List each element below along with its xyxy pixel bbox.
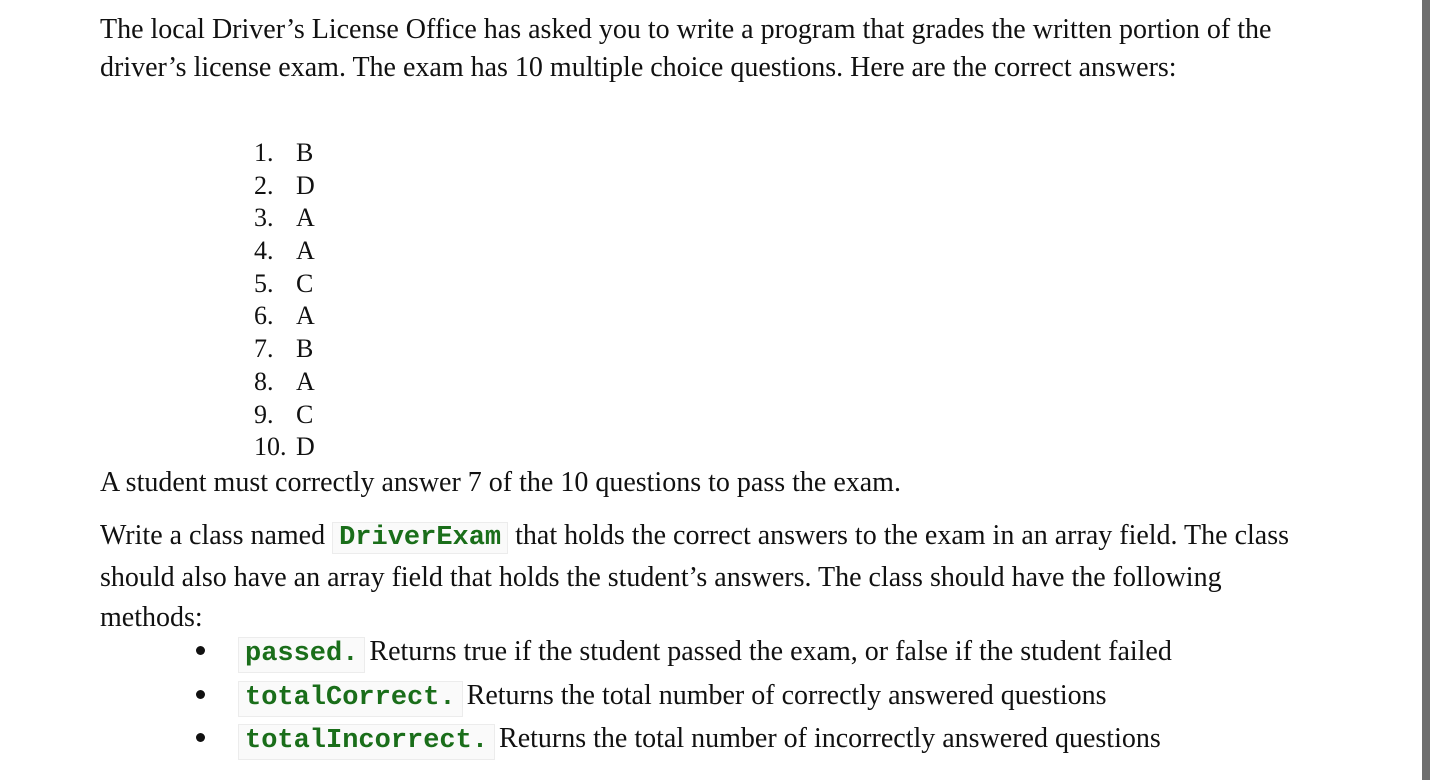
answer-number: 3. <box>254 203 274 233</box>
method-description: Returns true if the student passed the exam, or false if the student failed <box>369 636 1172 667</box>
answer-letter: D <box>296 432 315 462</box>
answer-letter: D <box>296 170 315 200</box>
method-name-code: totalCorrect. <box>238 681 463 717</box>
answer-number: 4. <box>254 236 274 266</box>
method-description: Returns the total number of correctly answered questions <box>466 680 1107 711</box>
answer-letter: B <box>296 334 314 364</box>
bullet-icon <box>196 646 205 655</box>
answer-item <box>254 170 315 203</box>
answer-number: 5. <box>254 268 274 298</box>
answer-item <box>254 268 315 301</box>
answer-letter: A <box>296 301 315 331</box>
answer-letter: B <box>296 138 314 167</box>
answer-letter: A <box>296 366 315 396</box>
method-name-code: totalIncorrect. <box>238 724 495 760</box>
answer-number: 9. <box>254 399 274 429</box>
answer-letter: A <box>296 236 315 266</box>
answer-number: 8. <box>254 366 274 396</box>
class-description-paragraph <box>100 516 1330 638</box>
method-description: Returns the total number of incorrectly answered questions <box>499 723 1161 754</box>
answer-item <box>254 202 315 235</box>
answer-number: 2. <box>254 170 274 200</box>
bullet-icon <box>196 690 205 699</box>
answer-item <box>254 235 315 268</box>
answer-item <box>254 366 315 399</box>
answer-number: 10. <box>254 432 287 462</box>
answer-number: 6. <box>254 301 274 331</box>
answer-letter: C <box>296 399 314 429</box>
intro-paragraph: The local Driver’s License Office has asked you to write a program that grades the written portion of the driver’s license exam. The exam has 10 multiple choice questions. Here are the correct answers: <box>100 14 1272 83</box>
method-name-code: passed. <box>238 637 365 673</box>
answer-letter: A <box>296 203 315 233</box>
answer-number: 7. <box>254 334 274 364</box>
answer-key-list <box>254 137 315 464</box>
answer-item <box>254 137 315 170</box>
answer-item <box>254 300 315 333</box>
class-name-code: DriverExam <box>332 522 508 554</box>
class-text-before: Write a class named <box>100 520 326 551</box>
scrollbar[interactable] <box>1422 0 1430 780</box>
bullet-icon <box>196 733 205 742</box>
answer-item <box>254 333 315 366</box>
answer-letter: C <box>296 268 314 298</box>
answer-number: 1. <box>254 138 274 167</box>
class-text-after: that holds the correct answers to the exam in an array field. The class should also have an array field that holds the student’s answers. The class should have the following methods: <box>100 520 1290 633</box>
answer-item <box>254 431 315 464</box>
pass-rule-paragraph: A student must correctly answer 7 of the 10 questions to pass the exam. <box>100 467 901 498</box>
answer-item <box>254 399 315 432</box>
